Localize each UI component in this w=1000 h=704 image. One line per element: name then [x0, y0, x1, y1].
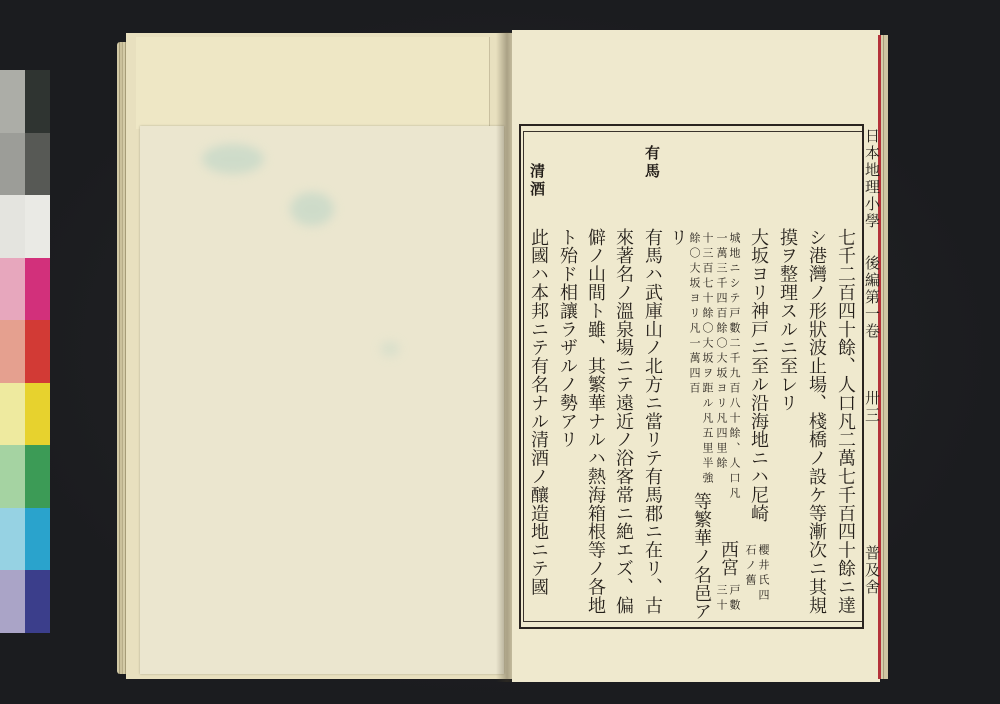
calibration-patch-dark: [25, 195, 50, 258]
calibration-patch-light: [0, 133, 25, 196]
text-column: 大坂ヨリ神戸ニ至ル沿海地ニハ尼崎: [748, 228, 769, 523]
calibration-patch-light: [0, 508, 25, 571]
annotation-note: 城地ニシテ戸數二千九百八十餘、人口凡: [728, 232, 741, 502]
place-name: 西宮: [718, 540, 739, 577]
calibration-patch-light: [0, 320, 25, 383]
text-column: シ港灣ノ形狀波止場、棧橋ノ設ケ等漸次ニ其規: [806, 228, 827, 615]
calibration-patch-light: [0, 383, 25, 446]
annotation-note: 一萬三千四百餘〇大坂ヨリ凡四里餘: [715, 232, 728, 472]
paper-stain: [202, 144, 264, 174]
text-column: ト殆ド相讓ラザルノ勢アリ: [557, 228, 578, 449]
calibration-patch-dark: [25, 445, 50, 508]
annotation-note: 石ノ舊: [744, 544, 757, 589]
text-column: 來著名ノ溫泉場ニテ遠近ノ浴客常ニ絶エズ、偏: [613, 228, 634, 615]
annotation-note: 十三百七十餘〇大坂ヲ距ル凡五里半強: [701, 232, 714, 487]
calibration-patch-light: [0, 70, 25, 133]
calibration-patch-light: [0, 258, 25, 321]
text-column: 等繁華ノ名邑ア: [691, 492, 712, 621]
annotation-note: 戸數: [728, 584, 741, 614]
calibration-patch-dark: [25, 570, 50, 633]
calibration-patch-light: [0, 570, 25, 633]
calibration-patch-dark: [25, 258, 50, 321]
running-header-volume: 後編第一卷: [863, 255, 881, 340]
text-column: 有馬ハ武庫山ノ北方ニ當リテ有馬郡ニ在リ、古: [642, 228, 663, 615]
annotation-note: 櫻井氏四: [757, 544, 770, 604]
left-page-inset-sheet: [140, 126, 504, 674]
left-page-top-sheet: [136, 37, 490, 129]
calibration-patch-dark: [25, 320, 50, 383]
running-header-publisher: 普及舍: [863, 545, 881, 596]
calibration-patch-dark: [25, 383, 50, 446]
calibration-patch-dark: [25, 508, 50, 571]
running-header-title: 日本地理小學: [863, 128, 881, 230]
heading-arima: 有馬: [643, 145, 661, 181]
paper-stain: [380, 341, 400, 357]
text-column: 僻ノ山間ト雖、其繁華ナルハ熱海箱根等ノ各地: [585, 228, 606, 615]
color-calibration-strip: [0, 70, 50, 633]
running-header-page-number: 卅三: [863, 390, 881, 424]
paper-stain: [290, 192, 334, 226]
annotation-note: 餘〇大坂ヨリ凡一萬四百: [688, 232, 701, 397]
text-column: 摸ヲ整理スルニ至レリ: [777, 228, 798, 412]
calibration-patch-light: [0, 195, 25, 258]
text-column: 七千二百四十餘、人口凡二萬七千百四十餘ニ達: [835, 228, 856, 615]
calibration-patch-dark: [25, 133, 50, 196]
text-column: 此國ハ本邦ニテ有名ナル清酒ノ釀造地ニテ國: [528, 228, 549, 596]
text-column: リ: [667, 228, 688, 247]
calibration-patch-dark: [25, 70, 50, 133]
heading-seishu: 清酒: [528, 163, 546, 199]
calibration-patch-light: [0, 445, 25, 508]
annotation-note: 三十: [715, 584, 728, 614]
